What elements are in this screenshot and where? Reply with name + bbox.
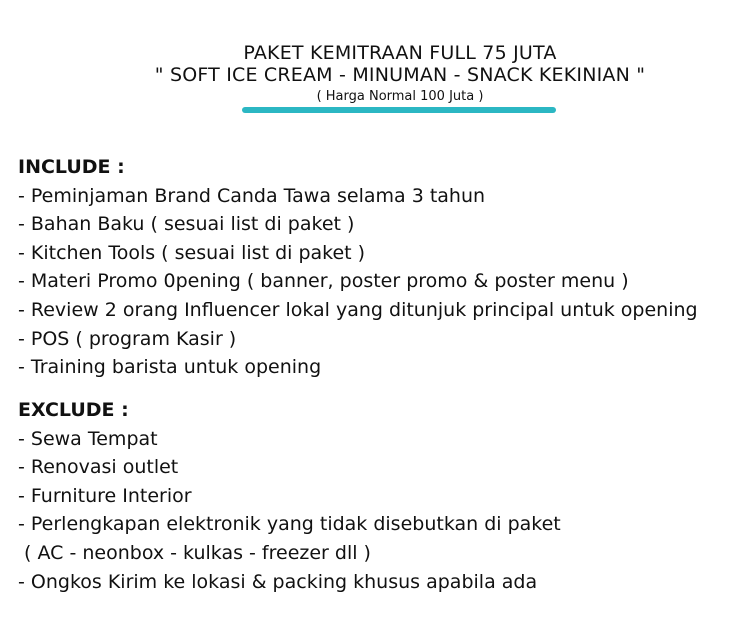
exclude-item-detail: ( AC - neonbox - kulkas - freezer dll ) xyxy=(18,541,371,564)
include-item: - Materi Promo 0pening ( banner, poster promo & poster menu ) xyxy=(18,270,629,293)
exclude-section xyxy=(18,396,561,596)
include-item: - Bahan Baku ( sesuai list di paket ) xyxy=(18,213,355,236)
exclude-item: - Renovasi outlet xyxy=(18,456,179,479)
exclude-item: - Ongkos Kirim ke lokasi & packing khusus apabila ada xyxy=(18,570,538,593)
include-section xyxy=(18,153,698,382)
include-heading: INCLUDE : xyxy=(18,156,125,178)
include-item: - Training barista untuk opening xyxy=(18,356,322,379)
include-item: - POS ( program Kasir ) xyxy=(18,327,237,350)
title-underline-divider xyxy=(242,107,556,113)
exclude-item: - Sewa Tempat xyxy=(18,427,158,450)
package-subtitle: " SOFT ICE CREAM - MINUMAN - SNACK KEKINIAN " xyxy=(154,64,646,86)
package-title: PAKET KEMITRAAN FULL 75 JUTA xyxy=(243,42,557,64)
package-header xyxy=(0,42,750,107)
normal-price-note: ( Harga Normal 100 Juta ) xyxy=(316,89,484,104)
exclude-item: - Perlengkapan elektronik yang tidak disebutkan di paket xyxy=(18,513,561,536)
exclude-list xyxy=(18,425,561,597)
exclude-item: - Furniture Interior xyxy=(18,484,192,507)
exclude-heading: EXCLUDE : xyxy=(18,399,129,421)
include-item: - Review 2 orang Influencer lokal yang ditunjuk principal untuk opening xyxy=(18,298,698,321)
include-list xyxy=(18,182,698,382)
include-item: - Peminjaman Brand Canda Tawa selama 3 tahun xyxy=(18,184,486,207)
include-item: - Kitchen Tools ( sesuai list di paket ) xyxy=(18,241,366,264)
